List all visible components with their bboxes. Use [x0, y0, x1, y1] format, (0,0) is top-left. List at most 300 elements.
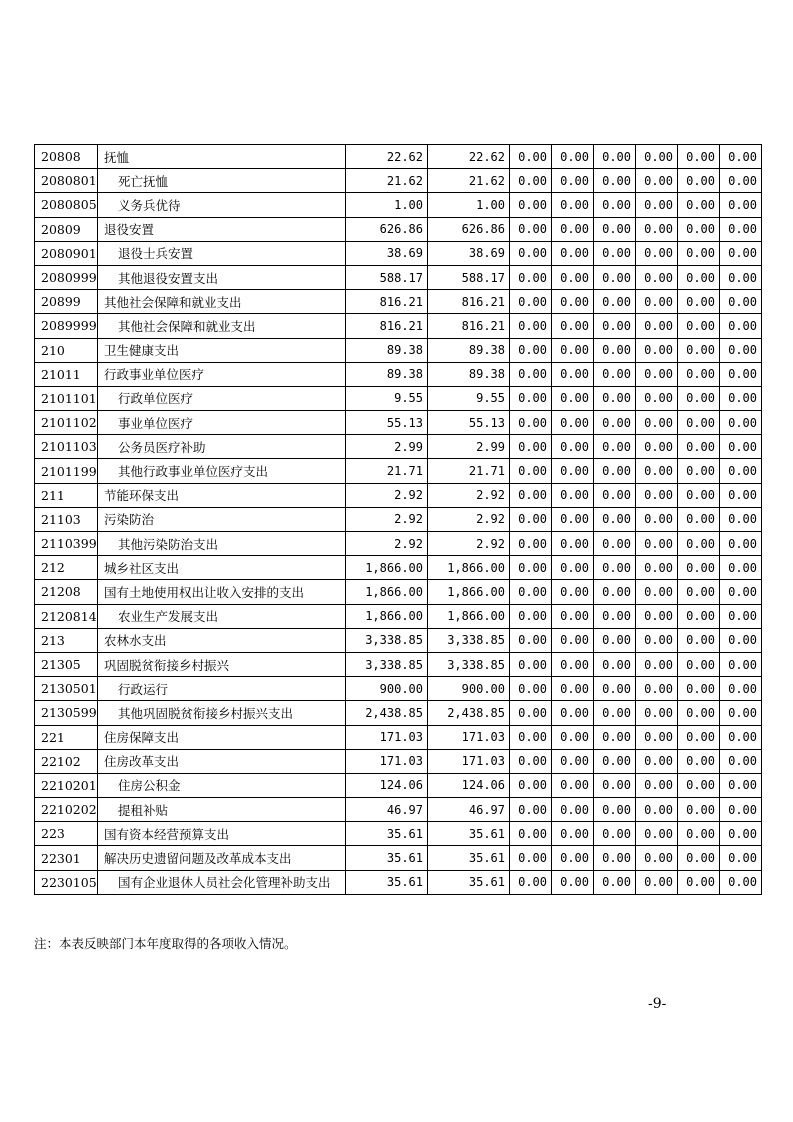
cell-value: 0.00	[678, 241, 720, 265]
cell-total: 22.62	[346, 145, 428, 169]
table-row	[35, 483, 762, 507]
cell-value: 0.00	[636, 604, 678, 628]
table-row	[35, 411, 762, 435]
cell-value: 0.00	[636, 773, 678, 797]
cell-code: 2210202	[35, 798, 98, 822]
cell-name: 城乡社区支出	[98, 556, 346, 580]
cell-value: 0.00	[594, 145, 636, 169]
cell-basic: 46.97	[428, 798, 510, 822]
cell-value: 0.00	[594, 870, 636, 894]
cell-value: 0.00	[720, 169, 762, 193]
cell-value: 0.00	[594, 749, 636, 773]
cell-value: 0.00	[594, 338, 636, 362]
cell-code: 20808	[35, 145, 98, 169]
cell-code: 2080805	[35, 193, 98, 217]
cell-value: 0.00	[720, 725, 762, 749]
cell-name: 农业生产发展支出	[98, 604, 346, 628]
cell-total: 816.21	[346, 290, 428, 314]
cell-value: 0.00	[552, 798, 594, 822]
cell-value: 0.00	[636, 846, 678, 870]
cell-value: 0.00	[720, 652, 762, 676]
cell-value: 0.00	[636, 145, 678, 169]
cell-name: 其他退役安置支出	[98, 265, 346, 289]
cell-value: 0.00	[678, 604, 720, 628]
cell-code: 2080999	[35, 265, 98, 289]
cell-basic: 816.21	[428, 290, 510, 314]
cell-value: 0.00	[636, 169, 678, 193]
cell-total: 2,438.85	[346, 701, 428, 725]
cell-value: 0.00	[636, 241, 678, 265]
cell-value: 0.00	[678, 580, 720, 604]
cell-value: 0.00	[510, 604, 552, 628]
cell-value: 0.00	[678, 507, 720, 531]
cell-name: 节能环保支出	[98, 483, 346, 507]
cell-value: 0.00	[510, 749, 552, 773]
table-row	[35, 265, 762, 289]
cell-value: 0.00	[552, 532, 594, 556]
cell-value: 0.00	[720, 507, 762, 531]
cell-total: 588.17	[346, 265, 428, 289]
cell-total: 626.86	[346, 217, 428, 241]
cell-value: 0.00	[552, 145, 594, 169]
cell-value: 0.00	[678, 265, 720, 289]
cell-value: 0.00	[720, 846, 762, 870]
cell-value: 0.00	[678, 798, 720, 822]
table-row	[35, 217, 762, 241]
cell-name: 住房公积金	[98, 773, 346, 797]
cell-basic: 2,438.85	[428, 701, 510, 725]
table-row	[35, 435, 762, 459]
cell-value: 0.00	[636, 386, 678, 410]
cell-total: 2.92	[346, 532, 428, 556]
cell-name: 抚恤	[98, 145, 346, 169]
cell-basic: 2.92	[428, 532, 510, 556]
cell-value: 0.00	[636, 290, 678, 314]
cell-value: 0.00	[510, 314, 552, 338]
cell-value: 0.00	[678, 338, 720, 362]
cell-value: 0.00	[678, 725, 720, 749]
cell-value: 0.00	[594, 677, 636, 701]
cell-basic: 1,866.00	[428, 580, 510, 604]
cell-value: 0.00	[636, 628, 678, 652]
cell-value: 0.00	[678, 217, 720, 241]
cell-value: 0.00	[636, 193, 678, 217]
cell-value: 0.00	[552, 749, 594, 773]
cell-code: 223	[35, 822, 98, 846]
cell-value: 0.00	[510, 677, 552, 701]
cell-basic: 2.99	[428, 435, 510, 459]
cell-name: 国有企业退休人员社会化管理补助支出	[98, 870, 346, 894]
cell-basic: 35.61	[428, 870, 510, 894]
table-row	[35, 362, 762, 386]
cell-value: 0.00	[510, 265, 552, 289]
cell-value: 0.00	[552, 386, 594, 410]
cell-basic: 55.13	[428, 411, 510, 435]
cell-name: 行政单位医疗	[98, 386, 346, 410]
cell-value: 0.00	[552, 290, 594, 314]
cell-total: 2.92	[346, 483, 428, 507]
cell-name: 其他社会保障和就业支出	[98, 314, 346, 338]
cell-value: 0.00	[594, 580, 636, 604]
cell-value: 0.00	[636, 314, 678, 338]
cell-value: 0.00	[510, 798, 552, 822]
cell-basic: 171.03	[428, 749, 510, 773]
cell-name: 义务兵优待	[98, 193, 346, 217]
cell-value: 0.00	[594, 483, 636, 507]
cell-value: 0.00	[678, 701, 720, 725]
cell-value: 0.00	[678, 145, 720, 169]
cell-total: 35.61	[346, 846, 428, 870]
cell-value: 0.00	[594, 725, 636, 749]
table-row	[35, 822, 762, 846]
cell-code: 2230105	[35, 870, 98, 894]
cell-value: 0.00	[720, 459, 762, 483]
cell-value: 0.00	[594, 265, 636, 289]
cell-value: 0.00	[720, 701, 762, 725]
cell-value: 0.00	[594, 507, 636, 531]
cell-value: 0.00	[678, 846, 720, 870]
cell-basic: 9.55	[428, 386, 510, 410]
cell-value: 0.00	[720, 435, 762, 459]
cell-value: 0.00	[510, 241, 552, 265]
cell-code: 221	[35, 725, 98, 749]
cell-name: 死亡抚恤	[98, 169, 346, 193]
cell-value: 0.00	[594, 652, 636, 676]
cell-code: 2110399	[35, 532, 98, 556]
cell-total: 46.97	[346, 798, 428, 822]
cell-value: 0.00	[636, 556, 678, 580]
table-row	[35, 459, 762, 483]
cell-value: 0.00	[552, 725, 594, 749]
cell-value: 0.00	[720, 241, 762, 265]
cell-code: 2101199	[35, 459, 98, 483]
cell-total: 89.38	[346, 338, 428, 362]
cell-basic: 89.38	[428, 338, 510, 362]
cell-total: 38.69	[346, 241, 428, 265]
cell-value: 0.00	[720, 604, 762, 628]
cell-name: 行政运行	[98, 677, 346, 701]
cell-total: 35.61	[346, 822, 428, 846]
cell-value: 0.00	[510, 725, 552, 749]
cell-value: 0.00	[636, 532, 678, 556]
cell-value: 0.00	[510, 290, 552, 314]
cell-value: 0.00	[552, 193, 594, 217]
cell-value: 0.00	[594, 241, 636, 265]
cell-total: 2.99	[346, 435, 428, 459]
cell-value: 0.00	[552, 604, 594, 628]
cell-name: 国有土地使用权出让收入安排的支出	[98, 580, 346, 604]
cell-value: 0.00	[510, 217, 552, 241]
cell-value: 0.00	[678, 822, 720, 846]
cell-code: 21011	[35, 362, 98, 386]
cell-value: 0.00	[510, 532, 552, 556]
cell-value: 0.00	[510, 411, 552, 435]
cell-value: 0.00	[636, 677, 678, 701]
cell-value: 0.00	[720, 362, 762, 386]
cell-value: 0.00	[510, 435, 552, 459]
cell-value: 0.00	[594, 411, 636, 435]
cell-value: 0.00	[552, 362, 594, 386]
cell-value: 0.00	[720, 386, 762, 410]
table-row	[35, 628, 762, 652]
cell-value: 0.00	[510, 145, 552, 169]
cell-code: 21208	[35, 580, 98, 604]
cell-value: 0.00	[510, 338, 552, 362]
cell-value: 0.00	[636, 725, 678, 749]
cell-total: 1,866.00	[346, 556, 428, 580]
cell-name: 其他巩固脱贫衔接乡村振兴支出	[98, 701, 346, 725]
cell-total: 3,338.85	[346, 628, 428, 652]
cell-code: 2089999	[35, 314, 98, 338]
page-number: -9-	[648, 996, 667, 1012]
cell-code: 21103	[35, 507, 98, 531]
cell-code: 22102	[35, 749, 98, 773]
cell-value: 0.00	[594, 556, 636, 580]
cell-value: 0.00	[510, 580, 552, 604]
cell-value: 0.00	[720, 532, 762, 556]
cell-value: 0.00	[510, 507, 552, 531]
cell-value: 0.00	[510, 870, 552, 894]
cell-value: 0.00	[678, 483, 720, 507]
cell-value: 0.00	[594, 628, 636, 652]
cell-basic: 1.00	[428, 193, 510, 217]
cell-value: 0.00	[720, 677, 762, 701]
table-row	[35, 701, 762, 725]
cell-value: 0.00	[552, 628, 594, 652]
cell-code: 2210201	[35, 773, 98, 797]
cell-value: 0.00	[594, 773, 636, 797]
cell-total: 89.38	[346, 362, 428, 386]
cell-value: 0.00	[636, 362, 678, 386]
cell-value: 0.00	[678, 532, 720, 556]
cell-value: 0.00	[678, 870, 720, 894]
cell-value: 0.00	[594, 604, 636, 628]
cell-value: 0.00	[678, 169, 720, 193]
cell-value: 0.00	[552, 701, 594, 725]
cell-value: 0.00	[678, 290, 720, 314]
cell-name: 事业单位医疗	[98, 411, 346, 435]
cell-code: 2101101	[35, 386, 98, 410]
cell-value: 0.00	[720, 314, 762, 338]
cell-value: 0.00	[552, 507, 594, 531]
cell-value: 0.00	[720, 580, 762, 604]
cell-basic: 626.86	[428, 217, 510, 241]
cell-value: 0.00	[510, 193, 552, 217]
cell-basic: 816.21	[428, 314, 510, 338]
cell-value: 0.00	[552, 846, 594, 870]
cell-value: 0.00	[510, 386, 552, 410]
cell-basic: 21.71	[428, 459, 510, 483]
cell-total: 35.61	[346, 870, 428, 894]
cell-value: 0.00	[678, 652, 720, 676]
table-row	[35, 652, 762, 676]
cell-basic: 3,338.85	[428, 628, 510, 652]
cell-value: 0.00	[510, 362, 552, 386]
cell-value: 0.00	[636, 701, 678, 725]
cell-value: 0.00	[636, 822, 678, 846]
cell-value: 0.00	[594, 193, 636, 217]
cell-value: 0.00	[720, 773, 762, 797]
cell-code: 2101102	[35, 411, 98, 435]
cell-value: 0.00	[510, 701, 552, 725]
table-row	[35, 338, 762, 362]
cell-value: 0.00	[636, 580, 678, 604]
cell-value: 0.00	[678, 362, 720, 386]
cell-total: 124.06	[346, 773, 428, 797]
cell-code: 2101103	[35, 435, 98, 459]
cell-value: 0.00	[720, 265, 762, 289]
cell-total: 171.03	[346, 725, 428, 749]
cell-value: 0.00	[552, 580, 594, 604]
table-row	[35, 580, 762, 604]
cell-name: 行政事业单位医疗	[98, 362, 346, 386]
cell-name: 解决历史遗留问题及改革成本支出	[98, 846, 346, 870]
table-row	[35, 507, 762, 531]
table-row	[35, 193, 762, 217]
cell-value: 0.00	[636, 338, 678, 362]
cell-total: 3,338.85	[346, 652, 428, 676]
cell-value: 0.00	[594, 362, 636, 386]
cell-value: 0.00	[636, 507, 678, 531]
table-row	[35, 604, 762, 628]
cell-basic: 35.61	[428, 822, 510, 846]
cell-value: 0.00	[636, 459, 678, 483]
cell-code: 20899	[35, 290, 98, 314]
cell-value: 0.00	[552, 314, 594, 338]
cell-name: 退役安置	[98, 217, 346, 241]
cell-value: 0.00	[552, 556, 594, 580]
cell-value: 0.00	[510, 846, 552, 870]
cell-value: 0.00	[552, 870, 594, 894]
cell-code: 212	[35, 556, 98, 580]
cell-basic: 21.62	[428, 169, 510, 193]
cell-value: 0.00	[678, 677, 720, 701]
cell-value: 0.00	[594, 822, 636, 846]
cell-total: 9.55	[346, 386, 428, 410]
cell-value: 0.00	[510, 773, 552, 797]
cell-value: 0.00	[720, 145, 762, 169]
cell-value: 0.00	[720, 193, 762, 217]
table-row	[35, 169, 762, 193]
cell-value: 0.00	[510, 822, 552, 846]
cell-value: 0.00	[720, 822, 762, 846]
cell-value: 0.00	[720, 411, 762, 435]
cell-name: 住房保障支出	[98, 725, 346, 749]
table-row	[35, 870, 762, 894]
cell-basic: 171.03	[428, 725, 510, 749]
cell-value: 0.00	[552, 652, 594, 676]
cell-value: 0.00	[552, 822, 594, 846]
cell-name: 其他社会保障和就业支出	[98, 290, 346, 314]
cell-value: 0.00	[636, 749, 678, 773]
cell-value: 0.00	[552, 217, 594, 241]
cell-name: 住房改革支出	[98, 749, 346, 773]
cell-total: 900.00	[346, 677, 428, 701]
cell-value: 0.00	[720, 217, 762, 241]
cell-value: 0.00	[594, 435, 636, 459]
table-row	[35, 241, 762, 265]
table-body	[35, 145, 762, 895]
cell-total: 171.03	[346, 749, 428, 773]
cell-value: 0.00	[636, 798, 678, 822]
cell-value: 0.00	[678, 628, 720, 652]
cell-value: 0.00	[552, 241, 594, 265]
cell-name: 农林水支出	[98, 628, 346, 652]
cell-value: 0.00	[678, 459, 720, 483]
cell-basic: 38.69	[428, 241, 510, 265]
cell-total: 1,866.00	[346, 604, 428, 628]
cell-code: 21305	[35, 652, 98, 676]
cell-value: 0.00	[720, 483, 762, 507]
table-row	[35, 773, 762, 797]
cell-name: 提租补贴	[98, 798, 346, 822]
cell-basic: 89.38	[428, 362, 510, 386]
cell-total: 1,866.00	[346, 580, 428, 604]
cell-basic: 22.62	[428, 145, 510, 169]
cell-value: 0.00	[594, 846, 636, 870]
cell-value: 0.00	[552, 483, 594, 507]
cell-value: 0.00	[678, 556, 720, 580]
cell-value: 0.00	[678, 749, 720, 773]
cell-value: 0.00	[594, 314, 636, 338]
cell-value: 0.00	[594, 169, 636, 193]
table-row	[35, 145, 762, 169]
cell-basic: 1,866.00	[428, 556, 510, 580]
cell-value: 0.00	[510, 652, 552, 676]
cell-value: 0.00	[594, 701, 636, 725]
cell-basic: 2.92	[428, 507, 510, 531]
cell-code: 2130599	[35, 701, 98, 725]
cell-value: 0.00	[636, 435, 678, 459]
cell-value: 0.00	[510, 556, 552, 580]
cell-value: 0.00	[720, 749, 762, 773]
cell-value: 0.00	[678, 435, 720, 459]
table-row	[35, 846, 762, 870]
cell-code: 2080901	[35, 241, 98, 265]
cell-value: 0.00	[636, 411, 678, 435]
cell-value: 0.00	[636, 652, 678, 676]
table-row	[35, 725, 762, 749]
table-row	[35, 314, 762, 338]
cell-basic: 3,338.85	[428, 652, 510, 676]
cell-value: 0.00	[636, 870, 678, 894]
table-row	[35, 532, 762, 556]
cell-value: 0.00	[552, 265, 594, 289]
cell-value: 0.00	[636, 217, 678, 241]
cell-value: 0.00	[552, 677, 594, 701]
cell-value: 0.00	[636, 265, 678, 289]
cell-value: 0.00	[720, 338, 762, 362]
cell-value: 0.00	[510, 483, 552, 507]
cell-total: 55.13	[346, 411, 428, 435]
cell-code: 2120814	[35, 604, 98, 628]
cell-value: 0.00	[510, 459, 552, 483]
cell-name: 卫生健康支出	[98, 338, 346, 362]
table-row	[35, 556, 762, 580]
cell-name: 国有资本经营预算支出	[98, 822, 346, 846]
cell-total: 21.71	[346, 459, 428, 483]
cell-value: 0.00	[510, 169, 552, 193]
cell-value: 0.00	[594, 290, 636, 314]
table-note: 注：本表反映部门本年度取得的各项收入情况。	[34, 936, 297, 951]
cell-value: 0.00	[720, 628, 762, 652]
cell-value: 0.00	[636, 483, 678, 507]
cell-value: 0.00	[594, 459, 636, 483]
cell-basic: 2.92	[428, 483, 510, 507]
cell-name: 公务员医疗补助	[98, 435, 346, 459]
cell-value: 0.00	[678, 193, 720, 217]
cell-value: 0.00	[552, 411, 594, 435]
